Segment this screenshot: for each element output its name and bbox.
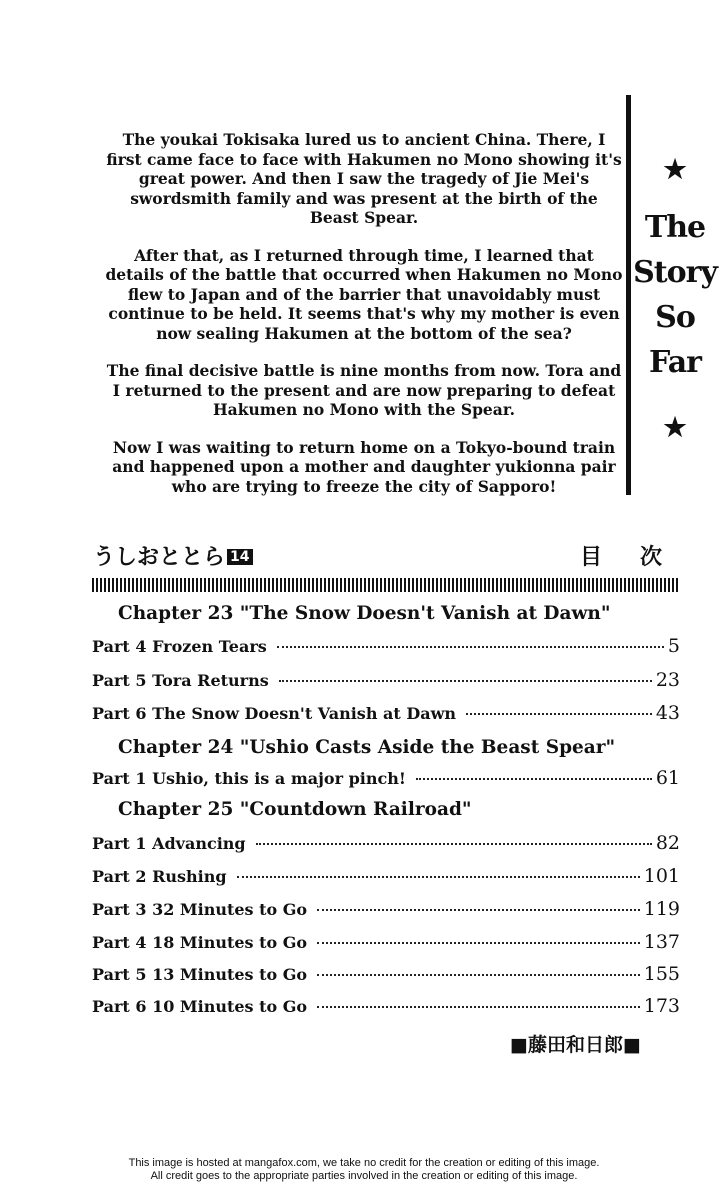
- entry-page: 173: [643, 995, 680, 1017]
- leader-dots: [317, 942, 640, 944]
- notice-line: All credit goes to the appropriate parties involved in the creation or editing of this image.: [150, 1170, 578, 1182]
- toc-entry[interactable]: [92, 669, 680, 693]
- leader-dots: [256, 843, 652, 845]
- author-credit: ■藤田和日郎■: [510, 1034, 641, 1056]
- entry-page: 155: [643, 963, 680, 985]
- toc-entry[interactable]: [92, 865, 680, 889]
- toc-entry[interactable]: [92, 635, 680, 659]
- toc-entry[interactable]: [92, 898, 680, 922]
- entry-page: 23: [655, 669, 680, 691]
- chapter-heading: Chapter 25 "Countdown Railroad": [118, 799, 472, 820]
- entry-page: 82: [655, 832, 680, 854]
- entry-label: Part 1 Ushio, this is a major pinch!: [92, 769, 406, 788]
- entry-label: Part 5 13 Minutes to Go: [92, 965, 308, 984]
- divider-bar: [626, 95, 631, 495]
- star-icon: ★: [663, 155, 687, 185]
- summary-paragraph: The final decisive battle is nine months from now. Tora and I returned to the present and are now preparing to defeat Hakumen no Mono with the Spear.: [106, 361, 622, 419]
- toc-heading: 目次: [580, 545, 701, 570]
- entry-label: Part 5 Tora Returns: [92, 671, 269, 690]
- title-word: Story: [633, 255, 717, 290]
- story-summary: [104, 130, 624, 514]
- summary-paragraph: After that, as I returned through time, I learned that details of the battle that occurred when Hakumen no Mono flew to Japan and of the barrier that unavoidably must continue to be held. It seems that's why my mother is even now sealing Hakumen at the bottom of the sea?: [105, 245, 623, 343]
- summary-paragraph: The youkai Tokisaka lured us to ancient China. There, I first came face to face with Hakumen no Mono showing it's great power. And then I saw the tragedy of Jie Mei's swordsmith family and was present at the birth of the Beast Spear.: [106, 130, 622, 227]
- toc-entry[interactable]: [92, 832, 680, 856]
- toc-entry[interactable]: [92, 702, 680, 726]
- entry-page: 137: [643, 931, 680, 953]
- entry-label: Part 6 10 Minutes to Go: [92, 997, 308, 1016]
- entry-page: 43: [655, 702, 680, 724]
- series-name: うしおととら: [93, 545, 226, 570]
- toc-entry[interactable]: [92, 995, 680, 1019]
- entry-label: Part 2 Rushing: [92, 867, 227, 886]
- entry-page: 5: [667, 635, 680, 657]
- leader-dots: [416, 778, 652, 780]
- leader-dots: [317, 909, 640, 911]
- entry-label: Part 4 Frozen Tears: [92, 637, 267, 656]
- toc-entry[interactable]: [92, 963, 680, 987]
- entry-label: Part 1 Advancing: [92, 834, 246, 853]
- series-title: [93, 540, 253, 571]
- entry-page: 101: [643, 865, 680, 887]
- leader-dots: [466, 713, 652, 715]
- notice-line: This image is hosted at mangafox.com, we take no credit for the creation or editing of this image.: [128, 1157, 600, 1169]
- entry-label: Part 4 18 Minutes to Go: [92, 933, 308, 952]
- chapter-heading: Chapter 24 "Ushio Casts Aside the Beast Spear": [118, 737, 616, 758]
- volume-badge: 14: [227, 549, 252, 565]
- entry-page: 119: [643, 898, 680, 920]
- leader-dots: [237, 876, 640, 878]
- title-word: So: [655, 300, 695, 335]
- chapter-heading: Chapter 23 "The Snow Doesn't Vanish at Dawn": [118, 603, 611, 624]
- title-word: The: [644, 210, 706, 245]
- entry-label: Part 3 32 Minutes to Go: [92, 900, 308, 919]
- summary-paragraph: Now I was waiting to return home on a Tokyo-bound train and happened upon a mother and daughter yukionna pair who are trying to freeze the city of Sapporo!: [112, 437, 616, 496]
- toc-entry[interactable]: [92, 767, 680, 791]
- story-so-far-title: [632, 155, 718, 443]
- leader-dots: [279, 680, 652, 682]
- leader-dots: [317, 974, 640, 976]
- entry-label: Part 6 The Snow Doesn't Vanish at Dawn: [92, 704, 456, 723]
- entry-page: 61: [655, 767, 680, 789]
- title-word: Far: [649, 345, 701, 380]
- leader-dots: [277, 646, 664, 648]
- toc-entry[interactable]: [92, 931, 680, 955]
- star-icon: ★: [663, 413, 687, 443]
- hosting-notice: [0, 1157, 728, 1183]
- header-rule: [92, 578, 680, 592]
- leader-dots: [317, 1006, 640, 1008]
